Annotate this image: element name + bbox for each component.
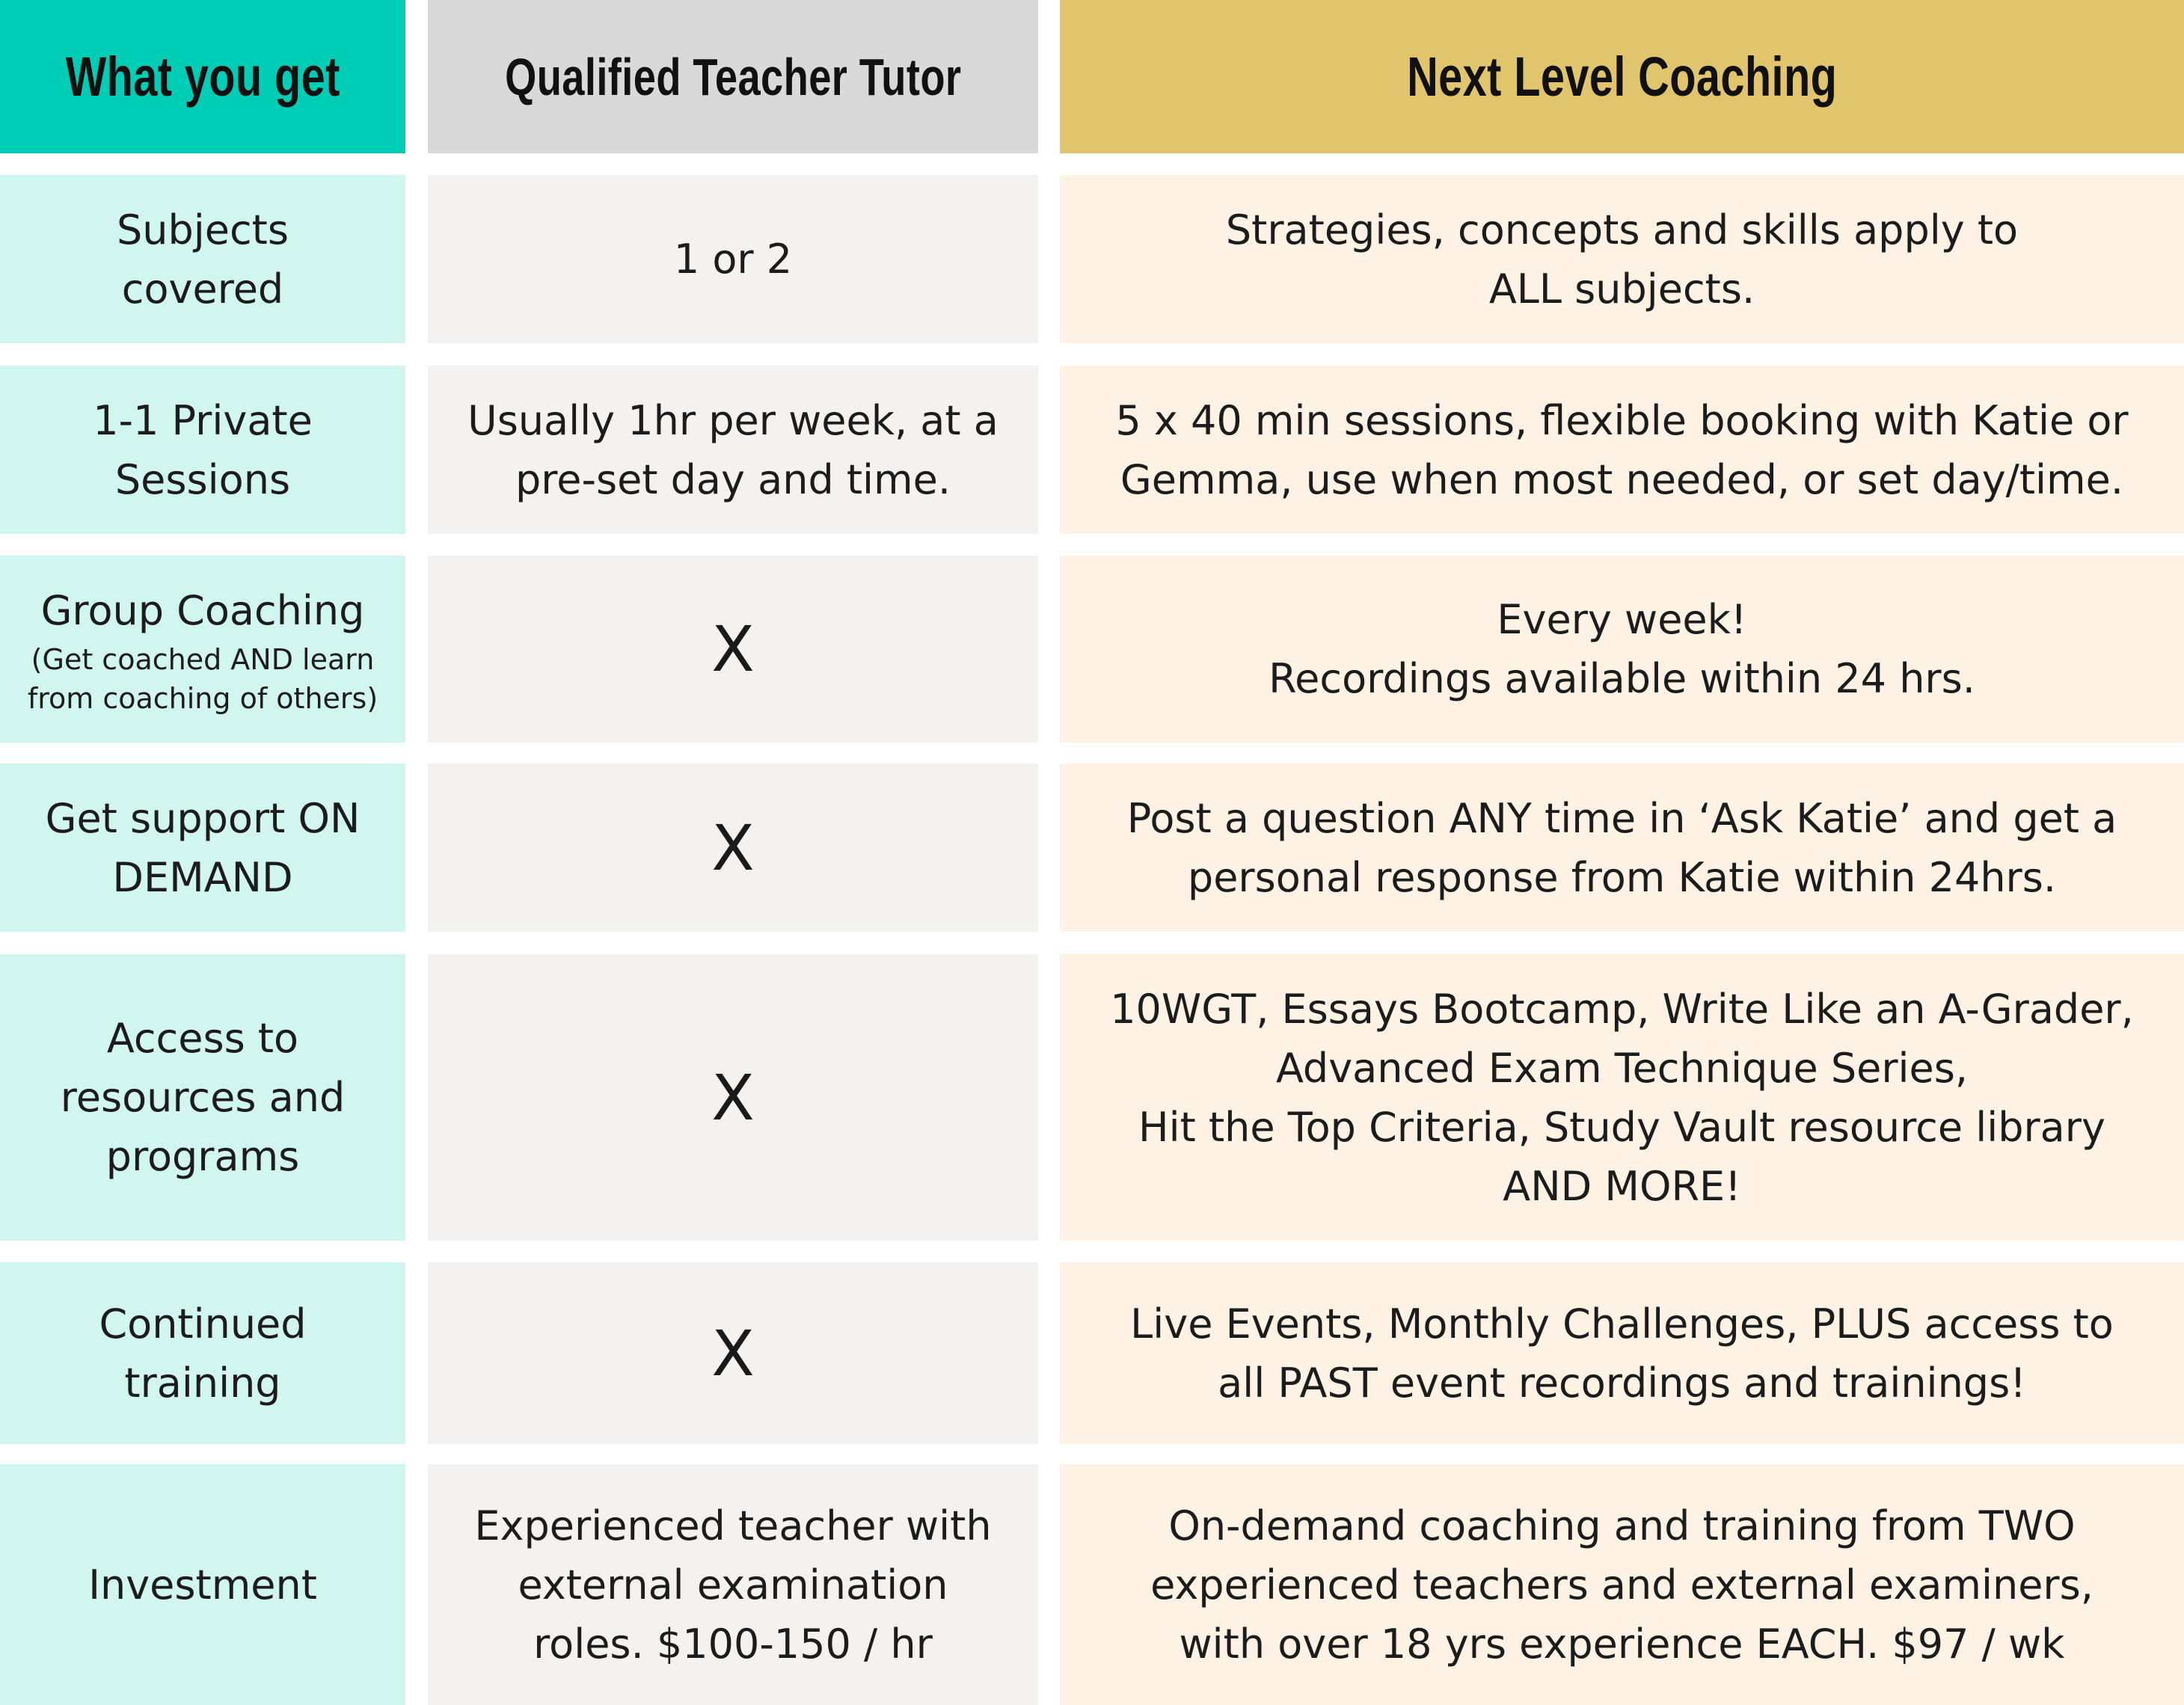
column-header-tutor: Qualified Teacher Tutor	[504, 47, 962, 106]
coaching-cell	[1060, 1262, 2184, 1444]
coaching-value: 5 x 40 min sessions, flexible booking with Katie or Gemma, use when most needed, or set day/time.	[1115, 396, 2129, 503]
header-cell-tutor	[428, 0, 1038, 153]
feature-cell	[0, 1464, 405, 1705]
feature-cell	[0, 556, 405, 743]
tutor-value: 1 or 2	[673, 236, 793, 283]
tutor-cell	[428, 366, 1038, 534]
tutor-cell	[428, 556, 1038, 743]
column-header-features: What you get	[65, 46, 340, 108]
feature-label: 1-1 Private Sessions	[93, 396, 313, 503]
feature-label: Access to resources and programs	[60, 1015, 346, 1180]
coaching-cell	[1060, 764, 2184, 932]
feature-cell	[0, 1262, 405, 1444]
feature-cell	[0, 366, 405, 534]
coaching-cell	[1060, 1464, 2184, 1705]
coaching-cell	[1060, 954, 2184, 1241]
coaching-value: On-demand coaching and training from TWO experienced teachers and external examiners, with over 18 yrs experience EACH. $97 / wk	[1150, 1502, 2093, 1668]
feature-note: (Get coached AND learn from coaching of others)	[27, 642, 378, 715]
tutor-cell	[428, 954, 1038, 1241]
not-included-mark: X	[711, 1316, 755, 1390]
feature-label: Investment	[88, 1561, 317, 1609]
tutor-cell	[428, 764, 1038, 932]
tutor-cell	[428, 1262, 1038, 1444]
feature-cell	[0, 764, 405, 932]
tutor-cell	[428, 1464, 1038, 1705]
column-header-coaching: Next Level Coaching	[1406, 46, 1838, 108]
coaching-value: Live Events, Monthly Challenges, PLUS access to all PAST event recordings and trainings!	[1130, 1300, 2114, 1407]
feature-label: Get support ON DEMAND	[45, 794, 361, 901]
coaching-value: Post a question ANY time in ‘Ask Katie’ and get a personal response from Katie within 24hrs.	[1126, 794, 2117, 901]
feature-label: Continued training	[99, 1300, 307, 1407]
coaching-value: Strategies, concepts and skills apply to ALL subjects.	[1225, 206, 2019, 313]
feature-label: Subjects covered	[116, 206, 289, 313]
feature-cell	[0, 175, 405, 343]
coaching-value: 10WGT, Essays Bootcamp, Write Like an A-Grader, Advanced Exam Technique Series, Hit the Top Criteria, Study Vault resource library AND MORE!	[1110, 985, 2134, 1210]
coaching-cell	[1060, 556, 2184, 743]
tutor-cell	[428, 175, 1038, 343]
header-cell-coaching	[1060, 0, 2184, 153]
not-included-mark: X	[711, 612, 755, 686]
tutor-value: Usually 1hr per week, at a pre-set day and time.	[467, 396, 999, 503]
header-cell-features	[0, 0, 405, 153]
feature-label: Group Coaching	[40, 586, 365, 634]
coaching-cell	[1060, 366, 2184, 534]
coaching-cell	[1060, 175, 2184, 343]
coaching-value: Every week! Recordings available within 24 hrs.	[1269, 596, 1975, 702]
not-included-mark: X	[711, 1060, 755, 1134]
feature-cell	[0, 954, 405, 1241]
tutor-value: Experienced teacher with external examination roles. $100-150 / hr	[474, 1502, 992, 1668]
not-included-mark: X	[711, 811, 755, 885]
